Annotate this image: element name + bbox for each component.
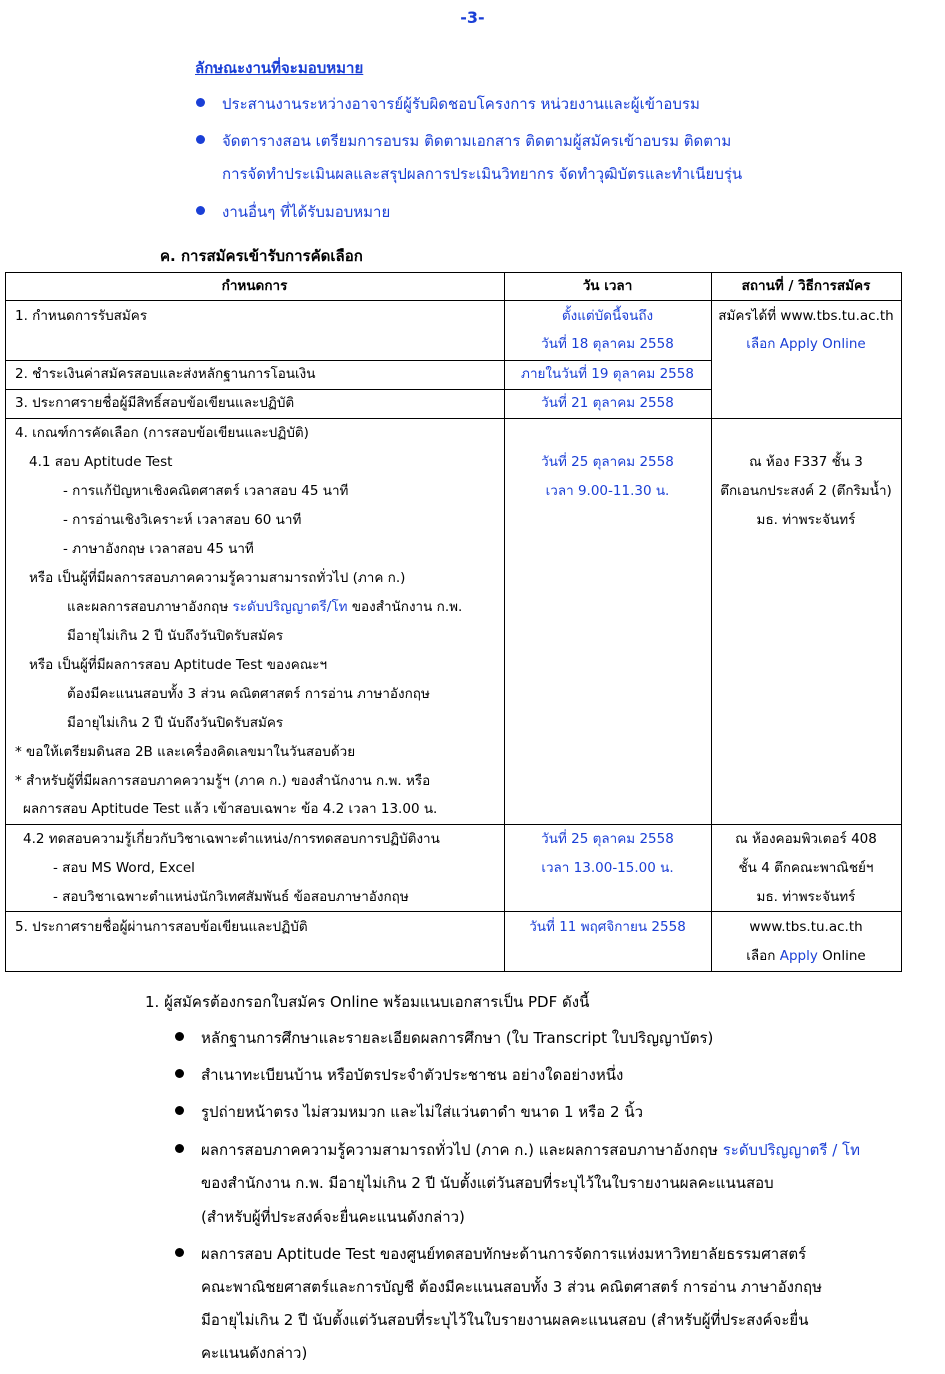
section-c-title: ค. การสมัครเข้ารับการคัดเลือก [160,247,363,265]
table-cell: * ขอให้เตรียมดินสอ 2B และเครื่องคิดเลขมาในวันสอบด้วย [15,744,356,760]
table-cell: ชั้น 4 ตึกคณะพาณิชย์ฯ [738,860,874,876]
table-header-place: สถานที่ / วิธีการสมัคร [741,278,871,294]
table-cell: วันที่ 21 ตุลาคม 2558 [541,395,674,411]
requirement-text-highlight: ระดับปริญญาตรี / โท [722,1141,860,1159]
table-cell: เวลา 13.00-15.00 น. [541,860,674,876]
table-cell: หรือ เป็นผู้ที่มีผลการสอบภาคความรู้ความสามารถทั่วไป (ภาค ก.) [29,570,406,586]
table-cell: วันที่ 25 ตุลาคม 2558 [541,831,674,847]
table-text-highlight: ระดับปริญญาตรี/โท [232,599,348,615]
table-cell: มีอายุไม่เกิน 2 ปี นับถึงวันปิดรับสมัคร [67,628,284,644]
bullet-icon [175,1032,184,1041]
table-cell: มีอายุไม่เกิน 2 ปี นับถึงวันปิดรับสมัคร [67,715,284,731]
table-cell: 1. กำหนดการรับสมัคร [15,308,148,324]
table-cell: 5. ประกาศรายชื่อผู้ผ่านการสอบข้อเขียนและปฏิบัติ [15,919,308,935]
table-cell: วันที่ 25 ตุลาคม 2558 [541,454,674,470]
table-cell: - การอ่านเชิงวิเคราะห์ เวลาสอบ 60 นาที [63,512,302,528]
requirement-item-continued: (สำหรับผู้ที่ประสงค์จะยื่นคะแนนดังกล่าว) [201,1208,465,1226]
bullet-icon [175,1106,184,1115]
table-cell: สมัครได้ที่ www.tbs.tu.ac.th [718,308,894,324]
table-cell: - ภาษาอังกฤษ เวลาสอบ 45 นาที [63,541,254,557]
bullet-icon [175,1144,184,1153]
requirement-text: ผลการสอบภาคความรู้ความสามารถทั่วไป (ภาค ก.) และผลการสอบภาษาอังกฤษ [201,1141,718,1159]
bullet-icon [175,1069,184,1078]
bullet-icon [175,1248,184,1257]
table-cell-line [711,942,901,971]
requirement-item: รูปถ่ายหน้าตรง ไม่สวมหมวก และไม่ใส่แว่นตาดำ ขนาด 1 หรือ 2 นิ้ว [201,1103,644,1121]
duty-item: จัดตารางสอน เตรียมการอบรม ติดตามเอกสาร ติดตามผู้สมัครเข้าอบรม ติดตาม [222,132,732,150]
schedule-table [5,272,902,972]
table-cell: เวลา 9.00-11.30 น. [545,483,670,499]
table-cell: 4.1 สอบ Aptitude Test [29,454,173,470]
table-cell: วันที่ 11 พฤศจิกายน 2558 [529,919,686,935]
requirement-item-continued: คะแนนดังกล่าว) [201,1344,308,1362]
table-cell: หรือ เป็นผู้ที่มีผลการสอบ Aptitude Test ของคณะฯ [29,657,328,673]
requirement-item-continued: คณะพาณิชยศาสตร์และการบัญชี ต้องมีคะแนนสอบทั้ง 3 ส่วน คณิตศาสตร์ การอ่าน ภาษาอังกฤษ [201,1278,823,1296]
duties-title: ลักษณะงานที่จะมอบหมาย [195,59,364,77]
table-cell: มธ. ท่าพระจันทร์ [756,512,856,528]
bullet-icon [196,98,205,107]
table-cell: - สอบ MS Word, Excel [53,860,195,876]
requirements-heading: 1. ผู้สมัครต้องกรอกใบสมัคร Online พร้อมแนบเอกสารเป็น PDF ดังนี้ [145,993,590,1011]
table-cell: เลือก Apply Online [746,336,866,352]
bullet-icon [196,135,205,144]
table-cell: ภายในวันที่ 19 ตุลาคม 2558 [521,366,694,382]
duty-item: งานอื่นๆ ที่ได้รับมอบหมาย [222,203,391,221]
table-text: เลือก [746,948,776,964]
table-cell: * สำหรับผู้ที่มีผลการสอบภาคความรู้ฯ (ภาค ก.) ของสำนักงาน ก.พ. หรือ [15,773,431,789]
duty-item: ประสานงานระหว่างอาจารย์ผู้รับผิดชอบโครงการ หน่วยงานและผู้เข้าอบรม [222,95,700,113]
table-cell: ตั้งแต่บัดนี้จนถึง [561,308,654,324]
table-text: Online [822,948,866,964]
table-cell: 4.2 ทดสอบความรู้เกี่ยวกับวิชาเฉพาะตำแหน่ง/การทดสอบการปฏิบัติงาน [23,831,440,847]
table-cell: ณ ห้องคอมพิวเตอร์ 408 [735,831,877,847]
table-cell: - สอบวิชาเฉพาะตำแหน่งนักวิเทศสัมพันธ์ ข้อสอบภาษาอังกฤษ [53,889,409,905]
table-text: ของสำนักงาน ก.พ. [351,599,463,615]
table-text: และผลการสอบภาษาอังกฤษ [67,599,229,615]
table-header-schedule: กำหนดการ [221,278,288,294]
table-cell: 2. ชำระเงินค่าสมัครสอบและส่งหลักฐานการโอนเงิน [15,366,316,382]
requirement-item [201,1138,860,1162]
table-cell: ตึกเอนกประสงค์ 2 (ตึกริมน้ำ) [720,483,892,499]
table-cell: ณ ห้อง F337 ชั้น 3 [749,454,863,470]
table-cell: - การแก้ปัญหาเชิงคณิตศาสตร์ เวลาสอบ 45 นาที [63,483,349,499]
table-cell: ต้องมีคะแนนสอบทั้ง 3 ส่วน คณิตศาสตร์ การอ่าน ภาษาอังกฤษ [67,686,430,702]
table-cell-line [67,593,462,622]
requirement-item: ผลการสอบ Aptitude Test ของศูนย์ทดสอบทักษะด้านการจัดการแห่งมหาวิทยาลัยธรรมศาสตร์ [201,1245,807,1263]
requirement-item-continued: มีอายุไม่เกิน 2 ปี นับตั้งแต่วันสอบที่ระบุไว้ในใบรายงานผลคะแนนสอบ (สำหรับผู้ที่ประสงค์จะยื่น [201,1311,809,1329]
table-cell: 4. เกณฑ์การคัดเลือก (การสอบข้อเขียนและปฏิบัติ) [15,425,309,441]
requirement-item-continued: ของสำนักงาน ก.พ. มีอายุไม่เกิน 2 ปี นับตั้งแต่วันสอบที่ระบุไว้ในใบรายงานผลคะแนนสอบ [201,1174,774,1192]
table-cell: www.tbs.tu.ac.th [749,919,863,935]
page-number: -3- [460,8,485,27]
table-cell: 3. ประกาศรายชื่อผู้มีสิทธิ์สอบข้อเขียนและปฏิบัติ [15,395,295,411]
table-cell: ผลการสอบ Aptitude Test แล้ว เข้าสอบเฉพาะ ข้อ 4.2 เวลา 13.00 น. [23,801,438,817]
duty-item-continued: การจัดทำประเมินผลและสรุปผลการประเมินวิทยากร จัดทำวุฒิบัตรและทำเนียบรุ่น [222,165,743,183]
requirement-item: สำเนาทะเบียนบ้าน หรือบัตรประจำตัวประชาชน อย่างใดอย่างหนึ่ง [201,1066,624,1084]
table-header-datetime: วัน เวลา [582,278,633,294]
bullet-icon [196,206,205,215]
table-cell: มธ. ท่าพระจันทร์ [756,889,856,905]
requirement-item: หลักฐานการศึกษาและรายละเอียดผลการศึกษา (ใบ Transcript ใบปริญญาบัตร) [201,1029,714,1047]
table-text-highlight: Apply [779,948,818,964]
table-cell: วันที่ 18 ตุลาคม 2558 [541,336,674,352]
